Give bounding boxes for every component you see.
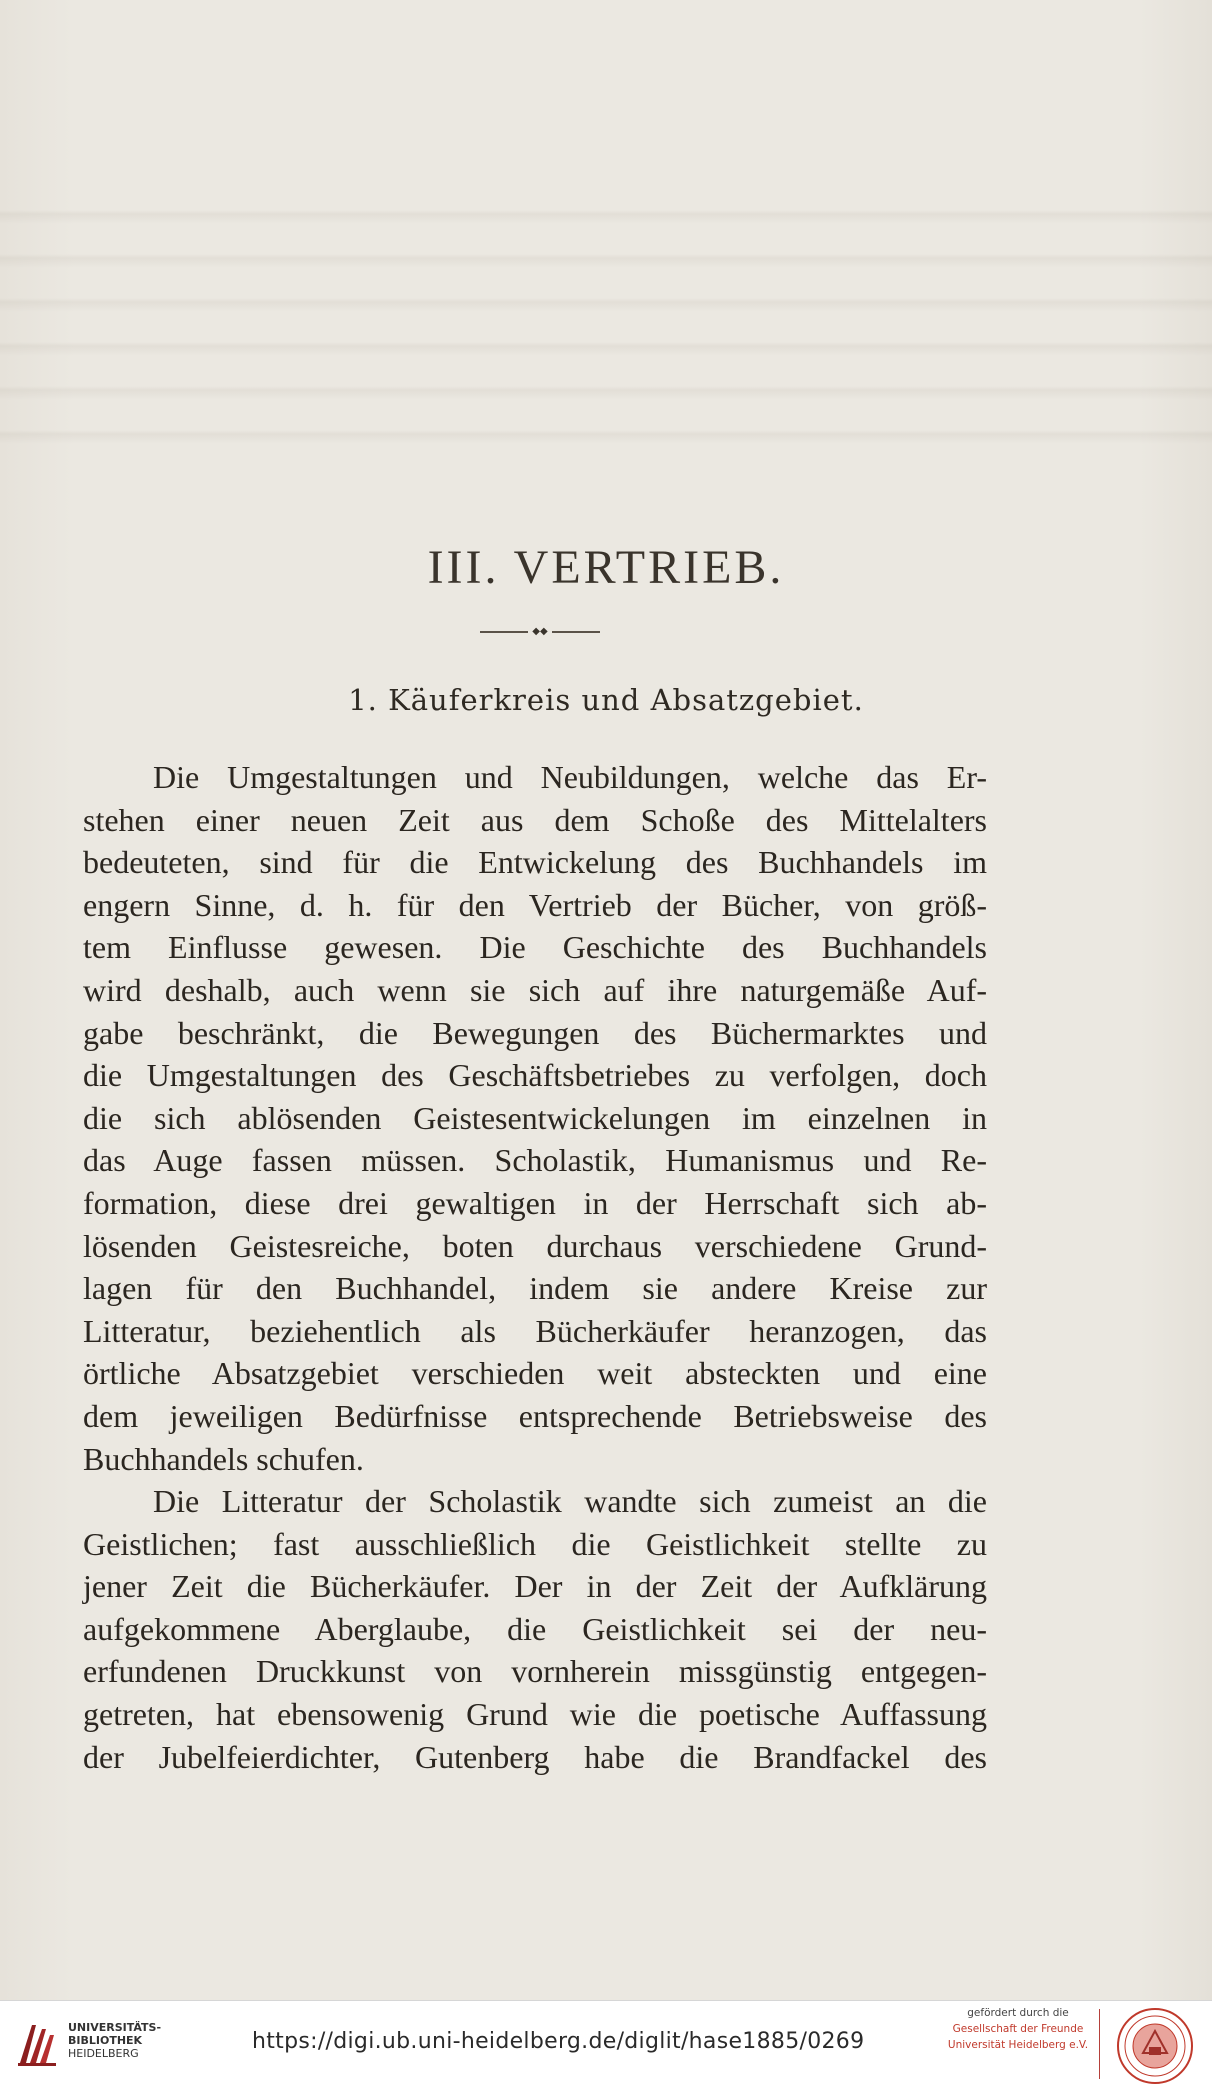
university-seal-icon (1116, 2007, 1194, 2085)
library-name-line1: UNIVERSITÄTS- (68, 2021, 162, 2034)
text-line: engern Sinne, d. h. für den Vertrieb der Bücher, von größ- (83, 886, 987, 923)
text-line: stehen einer neuen Zeit aus dem Schoße des Mittelalters (83, 801, 987, 838)
text-line: lagen für den Buchhandel, indem sie andere Kreise zur (83, 1270, 987, 1307)
ornament-icon: ◆◆ (532, 626, 548, 637)
text-line: tem Einflusse gewesen. Die Geschichte des Buchhandels (83, 929, 987, 966)
text-line: Die Litteratur der Scholastik wandte sich zumeist an die (153, 1483, 987, 1520)
chapter-heading: III. VERTRIEB. (427, 541, 785, 594)
text-line: Litteratur, beziehentlich als Bücherkäufer heranzogen, das (83, 1312, 987, 1349)
library-name-line2: BIBLIOTHEK (68, 2034, 143, 2047)
text-line: aufgekommene Aberglaube, die Geistlichkeit sei der neu- (83, 1610, 987, 1647)
permalink-url[interactable]: https://digi.ub.uni-heidelberg.de/diglit/hase1885/0269 (252, 2029, 865, 2054)
text-line: örtliche Absatzgebiet verschieden weit absteckten und eine (83, 1355, 987, 1392)
text-line: gabe beschränkt, die Bewegungen des Büchermarktes und (83, 1014, 987, 1051)
library-name (68, 2021, 161, 2060)
text-line: jener Zeit die Bücherkäufer. Der in der Zeit der Aufklärung (83, 1568, 987, 1605)
text-line: lösenden Geistesreiche, boten durchaus verschiedene Grund- (83, 1227, 987, 1264)
text-line: Geistlichen; fast ausschließlich die Geistlichkeit stellte zu (83, 1525, 987, 1562)
library-name-line3: HEIDELBERG (68, 2047, 139, 2060)
sponsor-line3: Universität Heidelberg e.V. (947, 2039, 1089, 2051)
text-line: das Auge fassen müssen. Scholastik, Humanismus und Re- (83, 1142, 987, 1179)
text-line: die sich ablösenden Geistesentwickelungen im einzelnen in (83, 1099, 987, 1136)
footer-divider (1099, 2009, 1100, 2079)
ornament-line-right (552, 631, 600, 633)
sponsor-text (938, 2005, 1098, 2053)
text-line: formation, diese drei gewaltigen in der Herrschaft sich ab- (83, 1184, 987, 1221)
text-line: dem jeweiligen Bedürfnisse entsprechende Betriebsweise des (83, 1397, 987, 1434)
ornament-divider (480, 628, 600, 636)
text-line: Buchhandels schufen. (83, 1440, 364, 1477)
text-line: bedeuteten, sind für die Entwickelung des Buchhandels im (83, 844, 987, 881)
footer-bar (0, 2000, 1212, 2087)
library-logo-icon (12, 2019, 60, 2069)
body-text (83, 756, 987, 1778)
sponsor-line2: Gesellschaft der Freunde (952, 2023, 1084, 2035)
bleed-through-texture (0, 180, 1212, 470)
text-line: Die Umgestaltungen und Neubildungen, welche das Er- (153, 759, 987, 795)
text-line: erfundenen Druckkunst von vornherein missgünstig entgegen- (83, 1653, 987, 1690)
sponsor-line1: gefördert durch die (967, 2007, 1069, 2019)
text-line: der Jubelfeierdichter, Gutenberg habe die Brandfackel des (83, 1738, 987, 1775)
ornament-line-left (480, 631, 528, 633)
section-title: 1. Käuferkreis und Absatzgebiet. (348, 683, 864, 717)
text-line: die Umgestaltungen des Geschäftsbetriebes zu verfolgen, doch (83, 1057, 987, 1094)
text-line: getreten, hat ebensowenig Grund wie die poetische Auffassung (83, 1696, 987, 1733)
text-line: wird deshalb, auch wenn sie sich auf ihre naturgemäße Auf- (83, 971, 987, 1008)
